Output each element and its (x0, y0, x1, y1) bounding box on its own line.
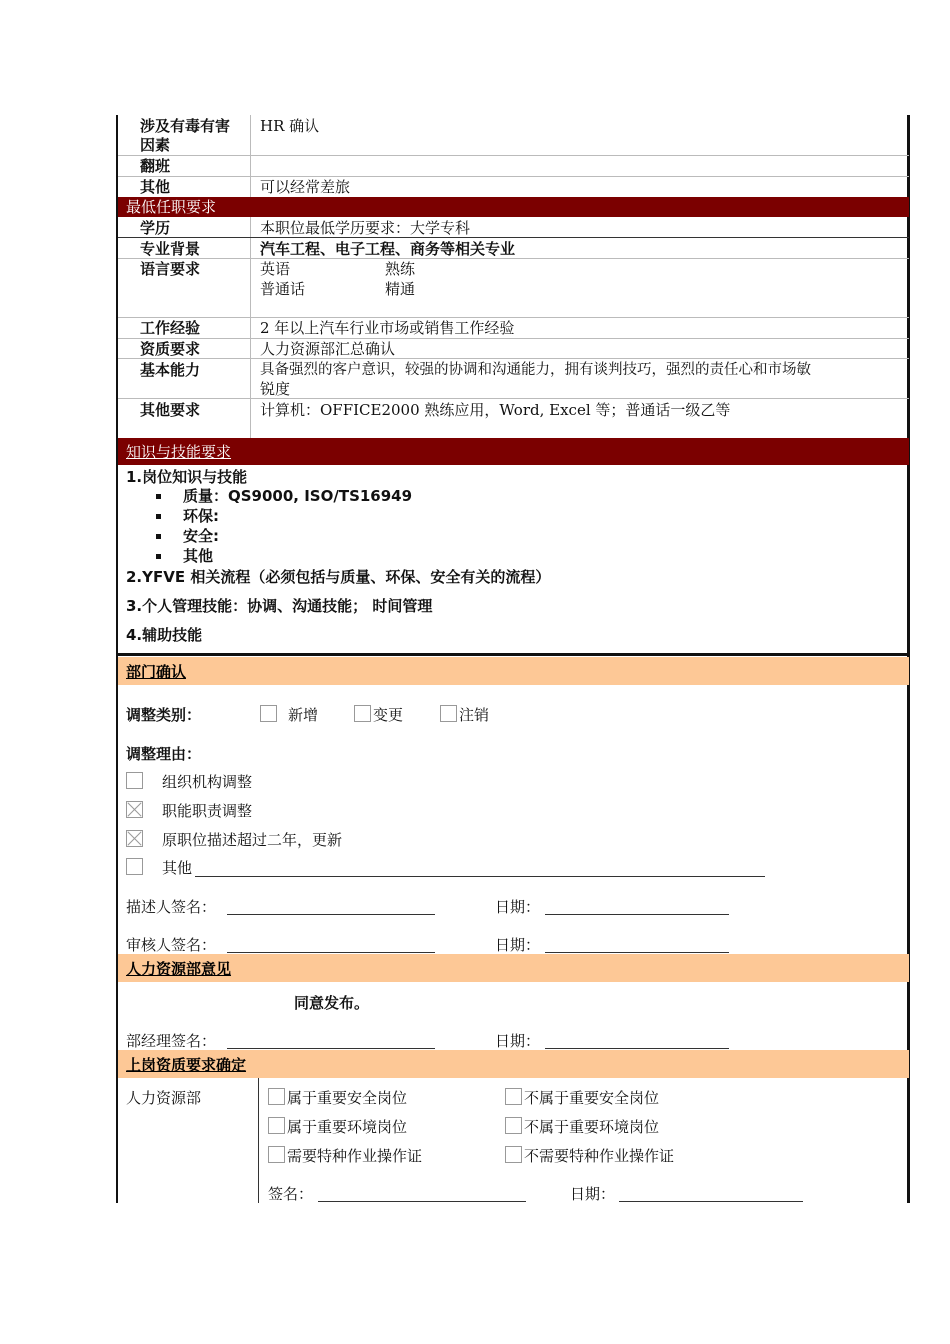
label-other-req: 其他要求 (140, 401, 201, 419)
bullet-icon (156, 494, 161, 499)
checkbox-special-cert[interactable] (268, 1146, 285, 1163)
option-label: 属于重要安全岗位 (287, 1089, 408, 1107)
manager-date-line[interactable] (545, 1048, 729, 1049)
reason-option: 其他 (162, 859, 193, 877)
skills-item-2: 2.YFVE 相关流程（必须包括与质量、环保、安全有关的流程） (126, 568, 551, 586)
onboard-sign-line[interactable] (318, 1201, 526, 1202)
reviewer-date-label: 日期： (495, 936, 541, 954)
section-divider (116, 653, 910, 656)
column-divider (258, 1078, 259, 1203)
label-experience: 工作经验 (140, 319, 201, 337)
row-divider (118, 398, 909, 399)
onboard-dept-label: 人力资源部 (126, 1089, 202, 1107)
skills-bullet: 其他 (183, 547, 214, 565)
row-label-toxic-line1: 涉及有毒有害 (140, 117, 231, 135)
section-title: 知识与技能要求 (126, 443, 232, 461)
skills-bullet: 质量：QS9000, ISO/TS16949 (183, 487, 413, 505)
option-label: 不属于重要环境岗位 (524, 1118, 660, 1136)
skills-item-3: 3.个人管理技能：协调、沟通技能； 时间管理 (126, 597, 433, 615)
manager-sign-label: 部经理签名： (126, 1032, 217, 1050)
type-new-label: 新增 (288, 706, 319, 724)
option-label: 不需要特种作业操作证 (524, 1147, 675, 1165)
option-label: 不属于重要安全岗位 (524, 1089, 660, 1107)
checkbox-no-special-cert[interactable] (505, 1146, 522, 1163)
onboard-date-line[interactable] (619, 1201, 803, 1202)
hr-opinion: 同意发布。 (294, 994, 370, 1012)
reviewer-sign-line[interactable] (227, 952, 435, 953)
row-label-other: 其他 (140, 178, 171, 196)
checkbox-reason-org[interactable] (126, 772, 143, 789)
row-divider (118, 237, 909, 238)
checkbox-reason-other[interactable] (126, 858, 143, 875)
section-header-min-req (118, 197, 909, 217)
describer-sign-label: 描述人签名： (126, 898, 217, 916)
skills-item-4: 4.辅助技能 (126, 626, 203, 644)
checkbox-change[interactable] (354, 705, 371, 722)
reason-option: 职能职责调整 (162, 802, 253, 820)
row-divider (118, 358, 909, 359)
label-ability: 基本能力 (140, 361, 201, 379)
checkbox-reason-update-checked[interactable] (126, 830, 143, 847)
language-2: 普通话 (260, 280, 306, 298)
checkbox-reason-duty-checked[interactable] (126, 801, 143, 818)
adjust-type-label: 调整类别： (126, 706, 202, 724)
row-value-toxic: HR 确认 (260, 117, 320, 135)
reason-option: 原职位描述超过二年，更新 (162, 831, 343, 849)
skills-item-1: 1.岗位知识与技能 (126, 468, 248, 486)
section-header-hr: 人力资源部意见 (118, 954, 909, 982)
checkbox-env-post[interactable] (268, 1117, 285, 1134)
label-language: 语言要求 (140, 260, 201, 278)
label-major: 专业背景 (140, 240, 201, 258)
value-qualification: 人力资源部汇总确认 (260, 340, 396, 358)
type-change-label: 变更 (373, 706, 404, 724)
row-divider (118, 338, 909, 339)
type-cancel-label: 注销 (459, 706, 490, 724)
describer-date-line[interactable] (545, 914, 729, 915)
skills-bullet: 环保: (183, 507, 219, 525)
checkbox-not-safety-post[interactable] (505, 1088, 522, 1105)
value-ability-line2: 锐度 (260, 380, 291, 398)
describer-date-label: 日期： (495, 898, 541, 916)
option-label: 需要特种作业操作证 (287, 1147, 423, 1165)
value-major: 汽车工程、电子工程、商务等相关专业 (260, 240, 516, 258)
language-2-level: 精通 (385, 280, 416, 298)
reason-label: 调整理由： (126, 745, 202, 763)
checkbox-cancel[interactable] (440, 705, 457, 722)
manager-sign-line[interactable] (227, 1048, 435, 1049)
section-title: 最低任职要求 (126, 198, 217, 216)
bullet-icon (156, 534, 161, 539)
language-1-level: 熟练 (385, 260, 416, 278)
column-divider (250, 217, 251, 438)
row-label-toxic-line2: 因素 (140, 136, 171, 154)
value-education: 本职位最低学历要求：大学专科 (260, 219, 471, 237)
reviewer-sign-label: 审核人签名： (126, 936, 217, 954)
describer-sign-line[interactable] (227, 914, 435, 915)
row-divider (118, 317, 909, 318)
bullet-icon (156, 554, 161, 559)
value-other-req: 计算机：OFFICE2000 熟练应用，Word, Excel 等；普通话一级乙等 (260, 401, 731, 419)
checkbox-safety-post[interactable] (268, 1088, 285, 1105)
onboard-date-label: 日期： (570, 1185, 616, 1203)
reason-other-line[interactable] (195, 876, 765, 877)
row-divider (118, 258, 909, 259)
manager-date-label: 日期： (495, 1032, 541, 1050)
option-label: 属于重要环境岗位 (287, 1118, 408, 1136)
label-qualification: 资质要求 (140, 340, 201, 358)
row-divider (118, 176, 909, 177)
value-experience: 2 年以上汽车行业市场或销售工作经验 (260, 319, 515, 337)
section-header-skills (118, 438, 909, 465)
row-value-other: 可以经常差旅 (260, 178, 351, 196)
reason-option: 组织机构调整 (162, 773, 253, 791)
label-education: 学历 (140, 219, 171, 237)
value-ability-line1: 具备强烈的客户意识，较强的协调和沟通能力，拥有谈判技巧，强烈的责任心和市场敏 (260, 362, 811, 378)
section-header-onboard: 上岗资质要求确定 (118, 1050, 909, 1078)
section-header-dept: 部门确认 (118, 657, 909, 685)
checkbox-not-env-post[interactable] (505, 1117, 522, 1134)
onboard-sign-label: 签名： (268, 1185, 314, 1203)
language-1: 英语 (260, 260, 291, 278)
bullet-icon (156, 514, 161, 519)
checkbox-new[interactable] (260, 705, 277, 722)
reviewer-date-line[interactable] (545, 952, 729, 953)
column-divider (250, 115, 251, 197)
skills-bullet: 安全: (183, 527, 219, 545)
row-label-shift: 翻班 (140, 157, 171, 175)
row-divider (118, 155, 909, 156)
